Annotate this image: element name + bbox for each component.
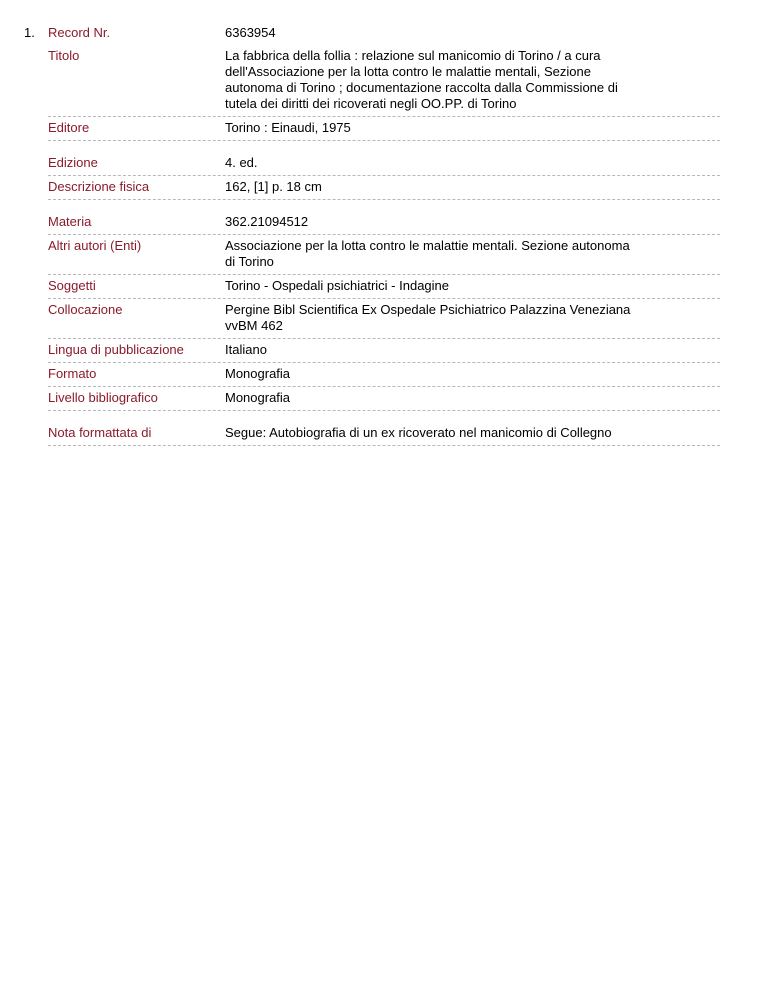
field-value: Associazione per la lotta contro le malattie mentali. Sezione autonoma di Torino <box>225 238 630 269</box>
field-label: Edizione <box>48 155 98 170</box>
field-value: Italiano <box>225 342 267 357</box>
field-materia <box>48 214 720 235</box>
field-value: Monografia <box>225 366 291 381</box>
field-value: La fabbrica della follia : relazione sul manicomio di Torino / a cura dell'Associazione per la lotta contro le malattie mentali, Sezione autonoma di Torino ; documentazione raccolta dalla Commissione di tutela dei diritti dei ricoverati negli OO.PP. di Torino <box>225 48 618 111</box>
field-titolo <box>48 48 720 117</box>
field-value: Monografia <box>225 390 291 405</box>
field-record-nr <box>48 25 720 45</box>
record-index: 1. <box>24 25 35 40</box>
field-value: 162, [1] p. 18 cm <box>225 179 322 194</box>
field-value: Torino : Einaudi, 1975 <box>225 120 351 135</box>
record-details <box>48 25 720 449</box>
field-livello-bibliografico <box>48 390 720 411</box>
field-label: Titolo <box>48 48 80 63</box>
field-nota-formattata <box>48 425 720 446</box>
field-formato <box>48 366 720 387</box>
field-value: Segue: Autobiografia di un ex ricoverato nel manicomio di Collegno <box>225 425 612 440</box>
field-collocazione <box>48 302 720 339</box>
field-label: Materia <box>48 214 92 229</box>
field-label: Nota formattata di <box>48 425 152 440</box>
field-value: 6363954 <box>225 25 276 40</box>
field-altri-autori <box>48 238 720 275</box>
field-label: Formato <box>48 366 97 381</box>
field-edizione <box>48 155 720 176</box>
field-value: Torino - Ospedali psichiatrici - Indagine <box>225 278 449 293</box>
field-lingua <box>48 342 720 363</box>
field-value: 362.21094512 <box>225 214 309 229</box>
field-label: Descrizione fisica <box>48 179 150 194</box>
field-soggetti <box>48 278 720 299</box>
field-value: Pergine Bibl Scientifica Ex Ospedale Psichiatrico Palazzina Veneziana vvBM 462 <box>225 302 631 333</box>
field-label: Collocazione <box>48 302 123 317</box>
field-editore <box>48 120 720 141</box>
field-descrizione-fisica <box>48 179 720 200</box>
field-label: Lingua di pubblicazione <box>48 342 184 357</box>
field-value: 4. ed. <box>225 155 258 170</box>
field-label: Livello bibliografico <box>48 390 158 405</box>
field-label: Record Nr. <box>48 25 111 40</box>
field-label: Soggetti <box>48 278 96 293</box>
field-label: Editore <box>48 120 90 135</box>
field-label: Altri autori (Enti) <box>48 238 142 253</box>
